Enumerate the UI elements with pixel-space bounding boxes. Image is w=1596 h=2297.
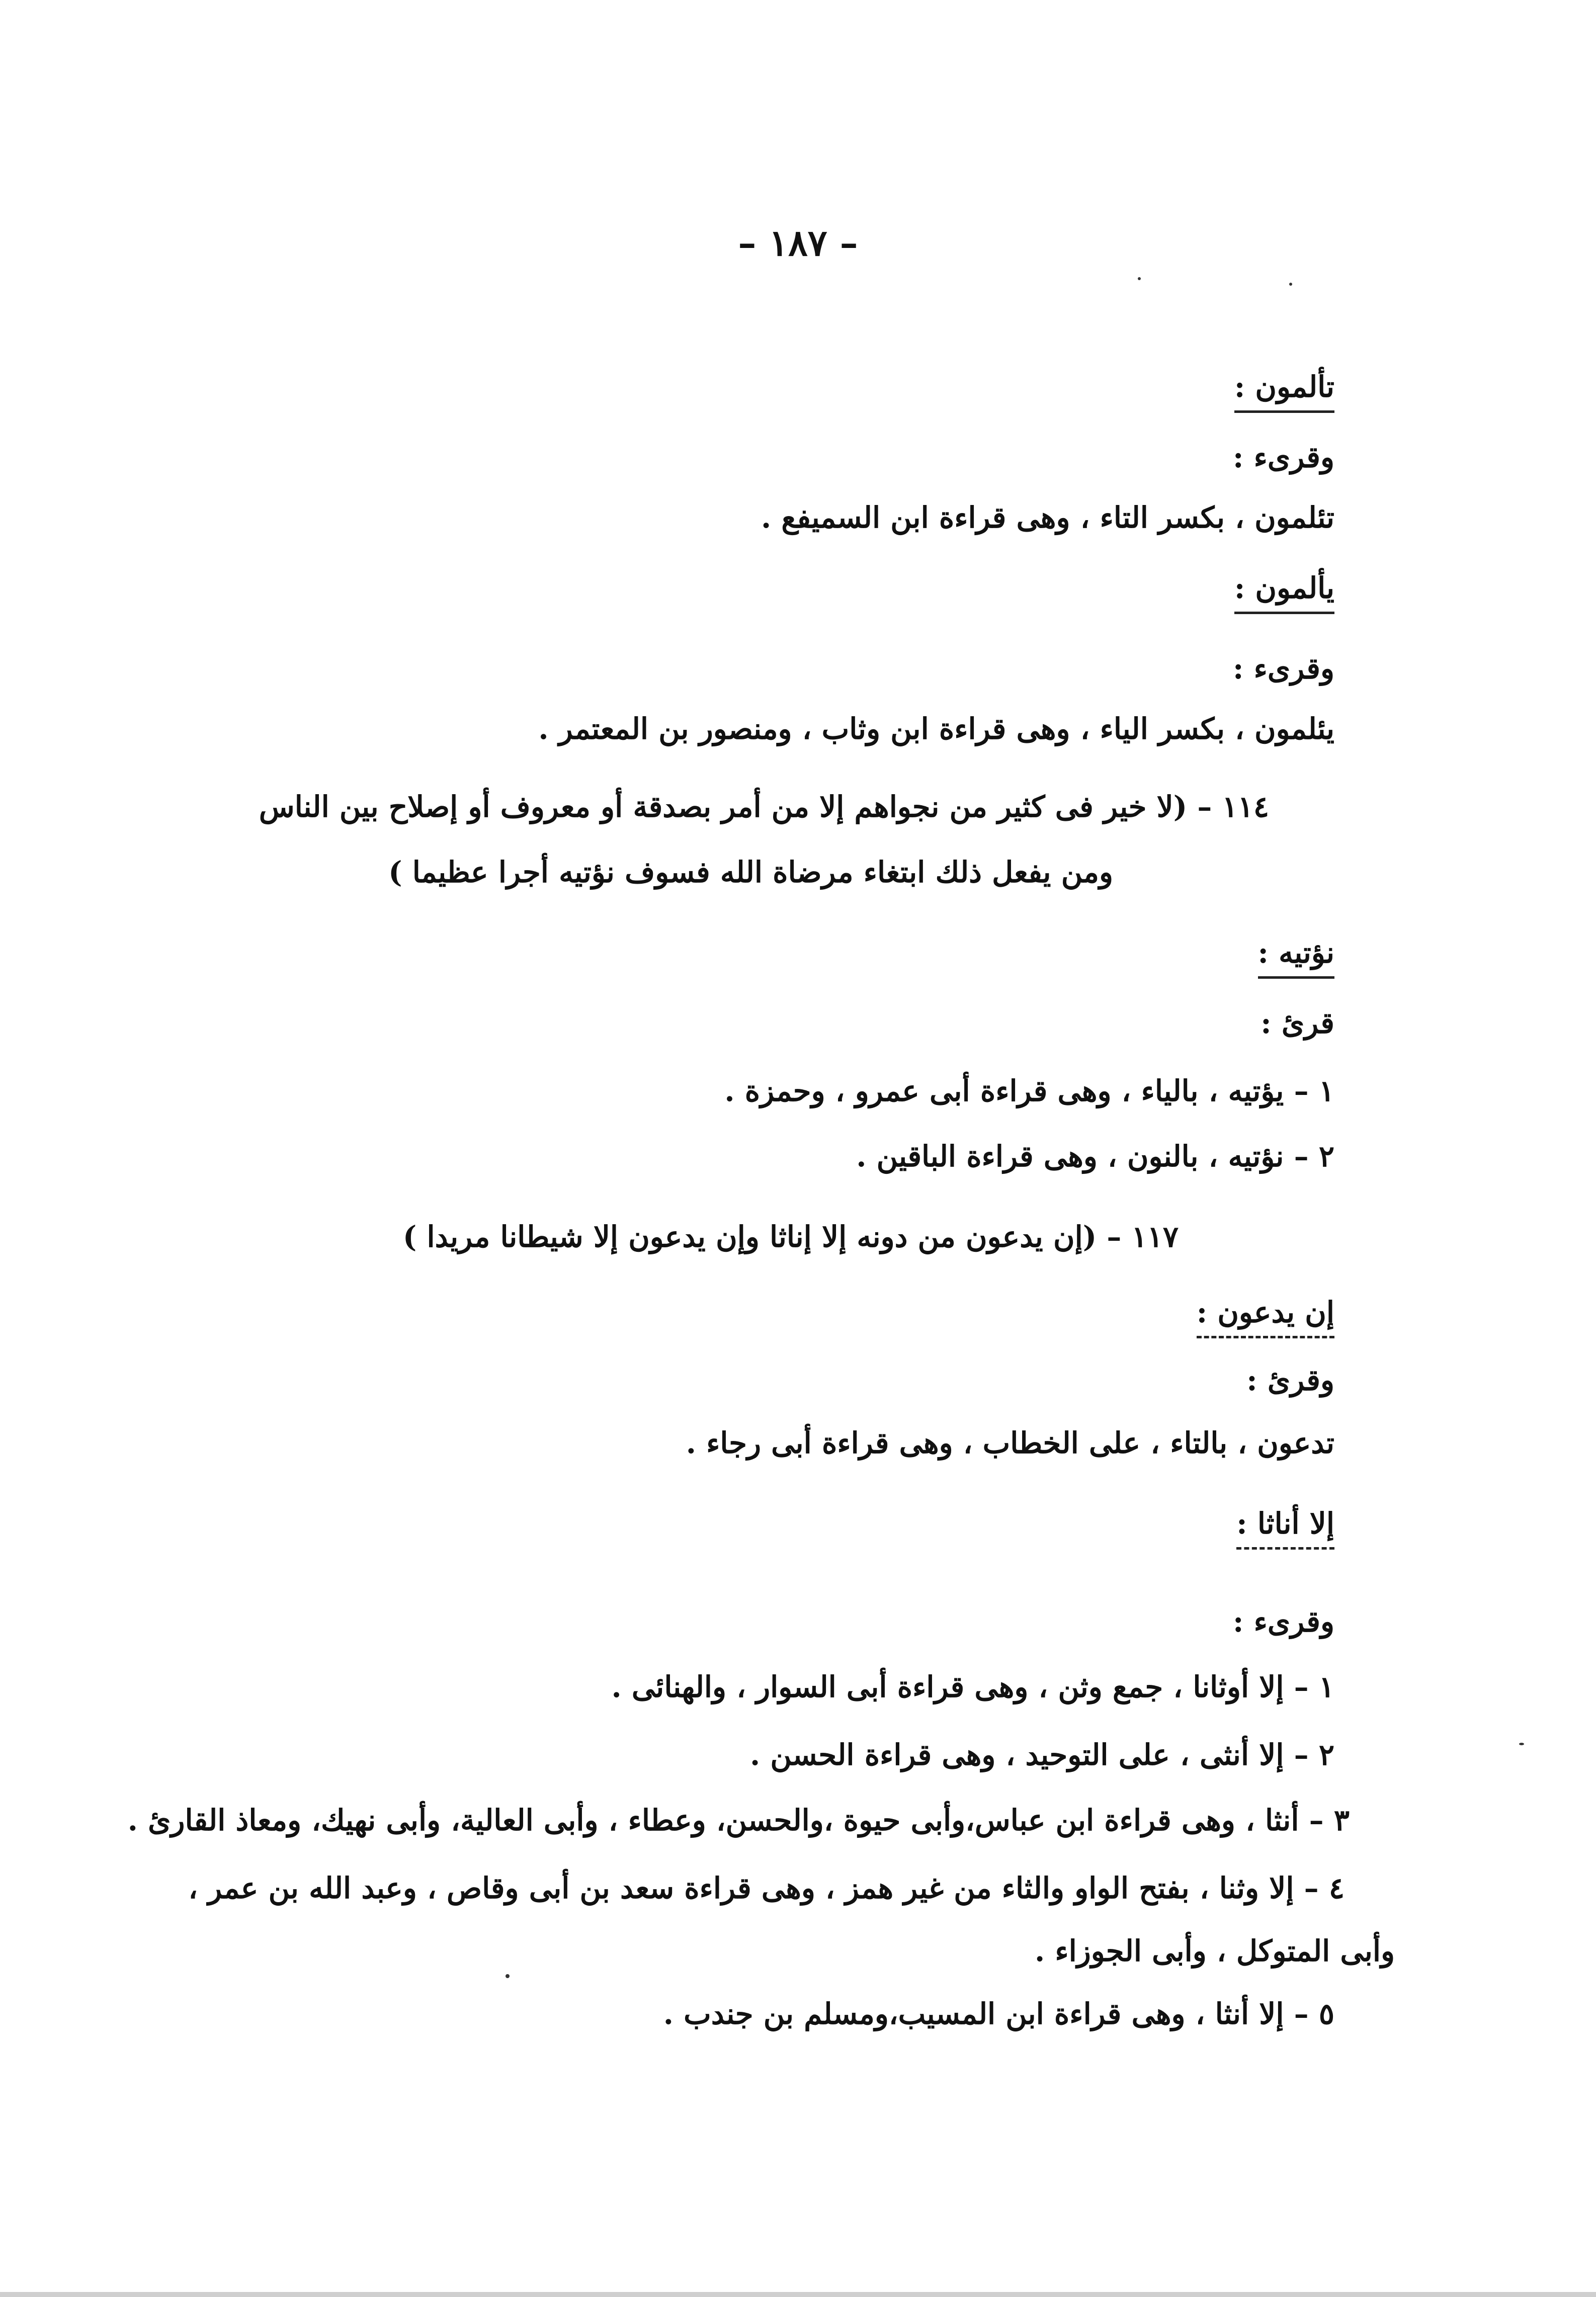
heading-in-yadun: إن يدعون : (1197, 1298, 1334, 1338)
reading-item-4-line-2: وأبى المتوكل ، وأبى الجوزاء . (1035, 1934, 1395, 1968)
page-number: – ١٨٧ – (738, 221, 858, 264)
reading-text: تئلمون ، بكسر التاء ، وهى قراءة ابن السميفع . (761, 500, 1334, 535)
reading-item-1: ١ – إلا أوثانا ، جمع وثن ، وهى قراءة أبى السوار ، والهنائى . (611, 1670, 1334, 1704)
qari-label: قرئ : (1261, 1006, 1334, 1040)
qari-label: وقرىء : (1232, 1604, 1334, 1639)
reading-item-3: ٣ – أنثا ، وهى قراءة ابن عباس،وأبى حيوة ،والحسن، وعطاء ، وأبى العالية، وأبى نهيك، ومعاذ القارئ . (127, 1803, 1350, 1837)
scan-speck (506, 1974, 510, 1978)
heading-nutihi: نؤتيه : (1258, 938, 1334, 979)
scan-speck (1289, 283, 1292, 286)
qari-label: وقرىء : (1232, 651, 1334, 686)
reading-text: تدعون ، بالتاء ، على الخطاب ، وهى قراءة أبى رجاء . (686, 1426, 1334, 1460)
scan-bottom-edge (0, 2292, 1596, 2297)
verse-117: ١١٧ – (إن يدعون من دونه إلا إناثا وإن يدعون إلا شيطانا مريدا ) (402, 1220, 1179, 1254)
reading-item-2: ٢ – إلا أنثى ، على التوحيد ، وهى قراءة الحسن . (750, 1738, 1334, 1772)
heading-yalamun: يألمون : (1234, 573, 1334, 614)
reading-item-4-line-1: ٤ – إلا وثنا ، بفتح الواو والثاء من غير همز ، وهى قراءة سعد بن أبى وقاص ، وعبد الله بن عمر ، (188, 1871, 1345, 1905)
heading-illa-inathan: إلا أناثا : (1236, 1509, 1334, 1550)
reading-item-2: ٢ – نؤتيه ، بالنون ، وهى قراءة الباقين . (856, 1139, 1334, 1173)
scan-speck (1519, 1743, 1524, 1745)
reading-text: يئلمون ، بكسر الياء ، وهى قراءة ابن وثاب ، ومنصور بن المعتمر . (538, 712, 1334, 746)
reading-item-1: ١ – يؤتيه ، بالياء ، وهى قراءة أبى عمرو ، وحمزة . (724, 1074, 1334, 1108)
scan-speck (1138, 277, 1141, 280)
qari-label: وقرئ : (1246, 1363, 1334, 1397)
heading-talamun: تألمون : (1234, 372, 1334, 413)
verse-114-line-2: ومن يفعل ذلك ابتغاء مرضاة الله فسوف نؤتيه أجرا عظيما ) (388, 855, 1113, 889)
qari-label: وقرىء : (1232, 440, 1334, 474)
reading-item-5: ٥ – إلا أنثا ، وهى قراءة ابن المسيب،ومسلم بن جندب . (663, 1997, 1334, 2031)
verse-114-line-1: ١١٤ – (لا خير فى كثير من نجواهم إلا من أمر بصدقة أو معروف أو إصلاح بين الناس (259, 790, 1269, 824)
